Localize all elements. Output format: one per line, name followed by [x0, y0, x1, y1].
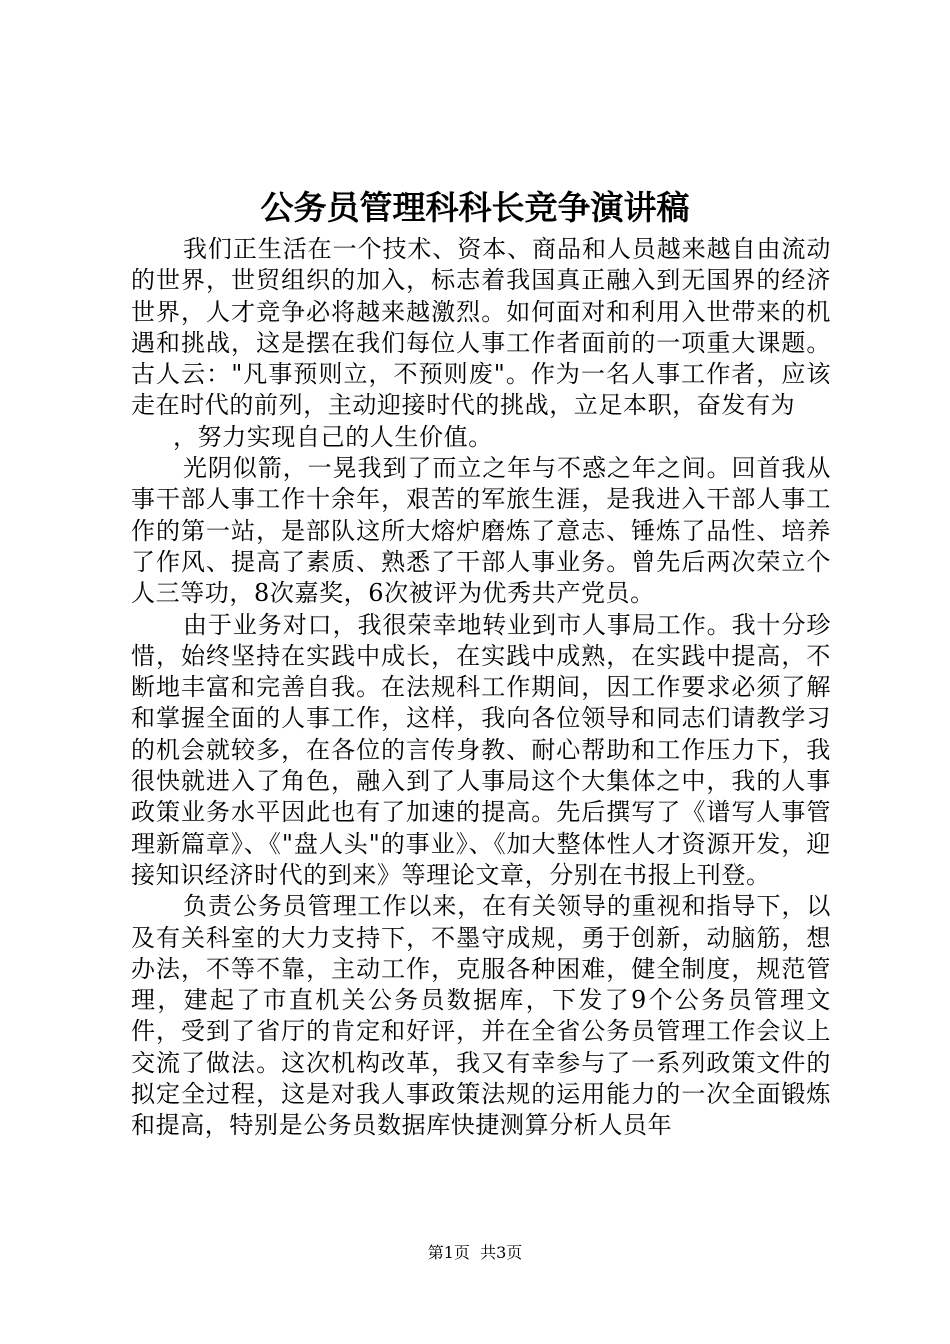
paragraph-intro: 我们正生活在一个技术、资本、商品和人员越来越自由流动的世界，世贸组织的加入，标志着我国真正融入到无国界的经济世界，人才竞争必将越来越激烈。如何面对和利用入世带来的机遇和挑战，这是摆在我们每位人事工作者面前的一项重大课题。古人云："凡事预则立，不预则废"。作为一名人事工作者，应该走在时代的前列，主动迎接时代的挑战，立足本职，奋发有为 — [131, 235, 831, 420]
paragraph-personnel-bureau: 由于业务对口，我很荣幸地转业到市人事局工作。我十分珍惜，始终坚持在实践中成长，在实践中成熟，在实践中提高，不断地丰富和完善自我。在法规科工作期间，因工作要求必须了解和掌握全面的人事工作，这样，我向各位领导和同志们请教学习的机会就较多，在各位的言传身教、耐心帮助和工作压力下，我很快就进入了角色，融入到了人事局这个大集体之中，我的人事政策业务水平因此也有了加速的提高。先后撰写了《谱写人事管理新篇章》、《"盘人头"的事业》、《加大整体性人才资源开发，迎接知识经济时代的到来》等理论文章，分别在书报上刊登。 — [131, 610, 831, 889]
page-footer — [0, 1242, 950, 1264]
paragraph-military-career: 光阴似箭，一晃我到了而立之年与不惑之年之间。回首我从事干部人事工作十余年，艰苦的军旅生涯，是我进入干部人事工作的第一站，是部队这所大熔炉磨炼了意志、锤炼了品性、培养了作风、提高了素质、熟悉了干部人事业务。曾先后两次荣立个人三等功，8次嘉奖，6次被评为优秀共产党员。 — [131, 454, 831, 608]
document-body — [131, 234, 831, 1142]
page-number: 第1页 — [427, 1243, 470, 1262]
page-total: 共3页 — [480, 1243, 523, 1262]
document-title: 公务员管理科科长竞争演讲稿 — [260, 188, 690, 227]
paragraph-civil-service-management: 负责公务员管理工作以来，在有关领导的重视和指导下，以及有关科室的大力支持下，不墨守成规，勇于创新，动脑筋，想办法，不等不靠，主动工作，克服各种困难，健全制度，规范管理，建起了市直机关公务员数据库，下发了9个公务员管理文件，受到了省厅的肯定和好评，并在全省公务员管理工作会议上交流了做法。这次机构改革，我又有幸参与了一系列政策文件的拟定全过程，这是对我人事政策法规的运用能力的一次全面锻炼和提高，特别是公务员数据库快捷测算分析人员年 — [131, 892, 831, 1140]
paragraph-intro-continued: ，努力实现自己的人生价值。 — [173, 422, 493, 451]
